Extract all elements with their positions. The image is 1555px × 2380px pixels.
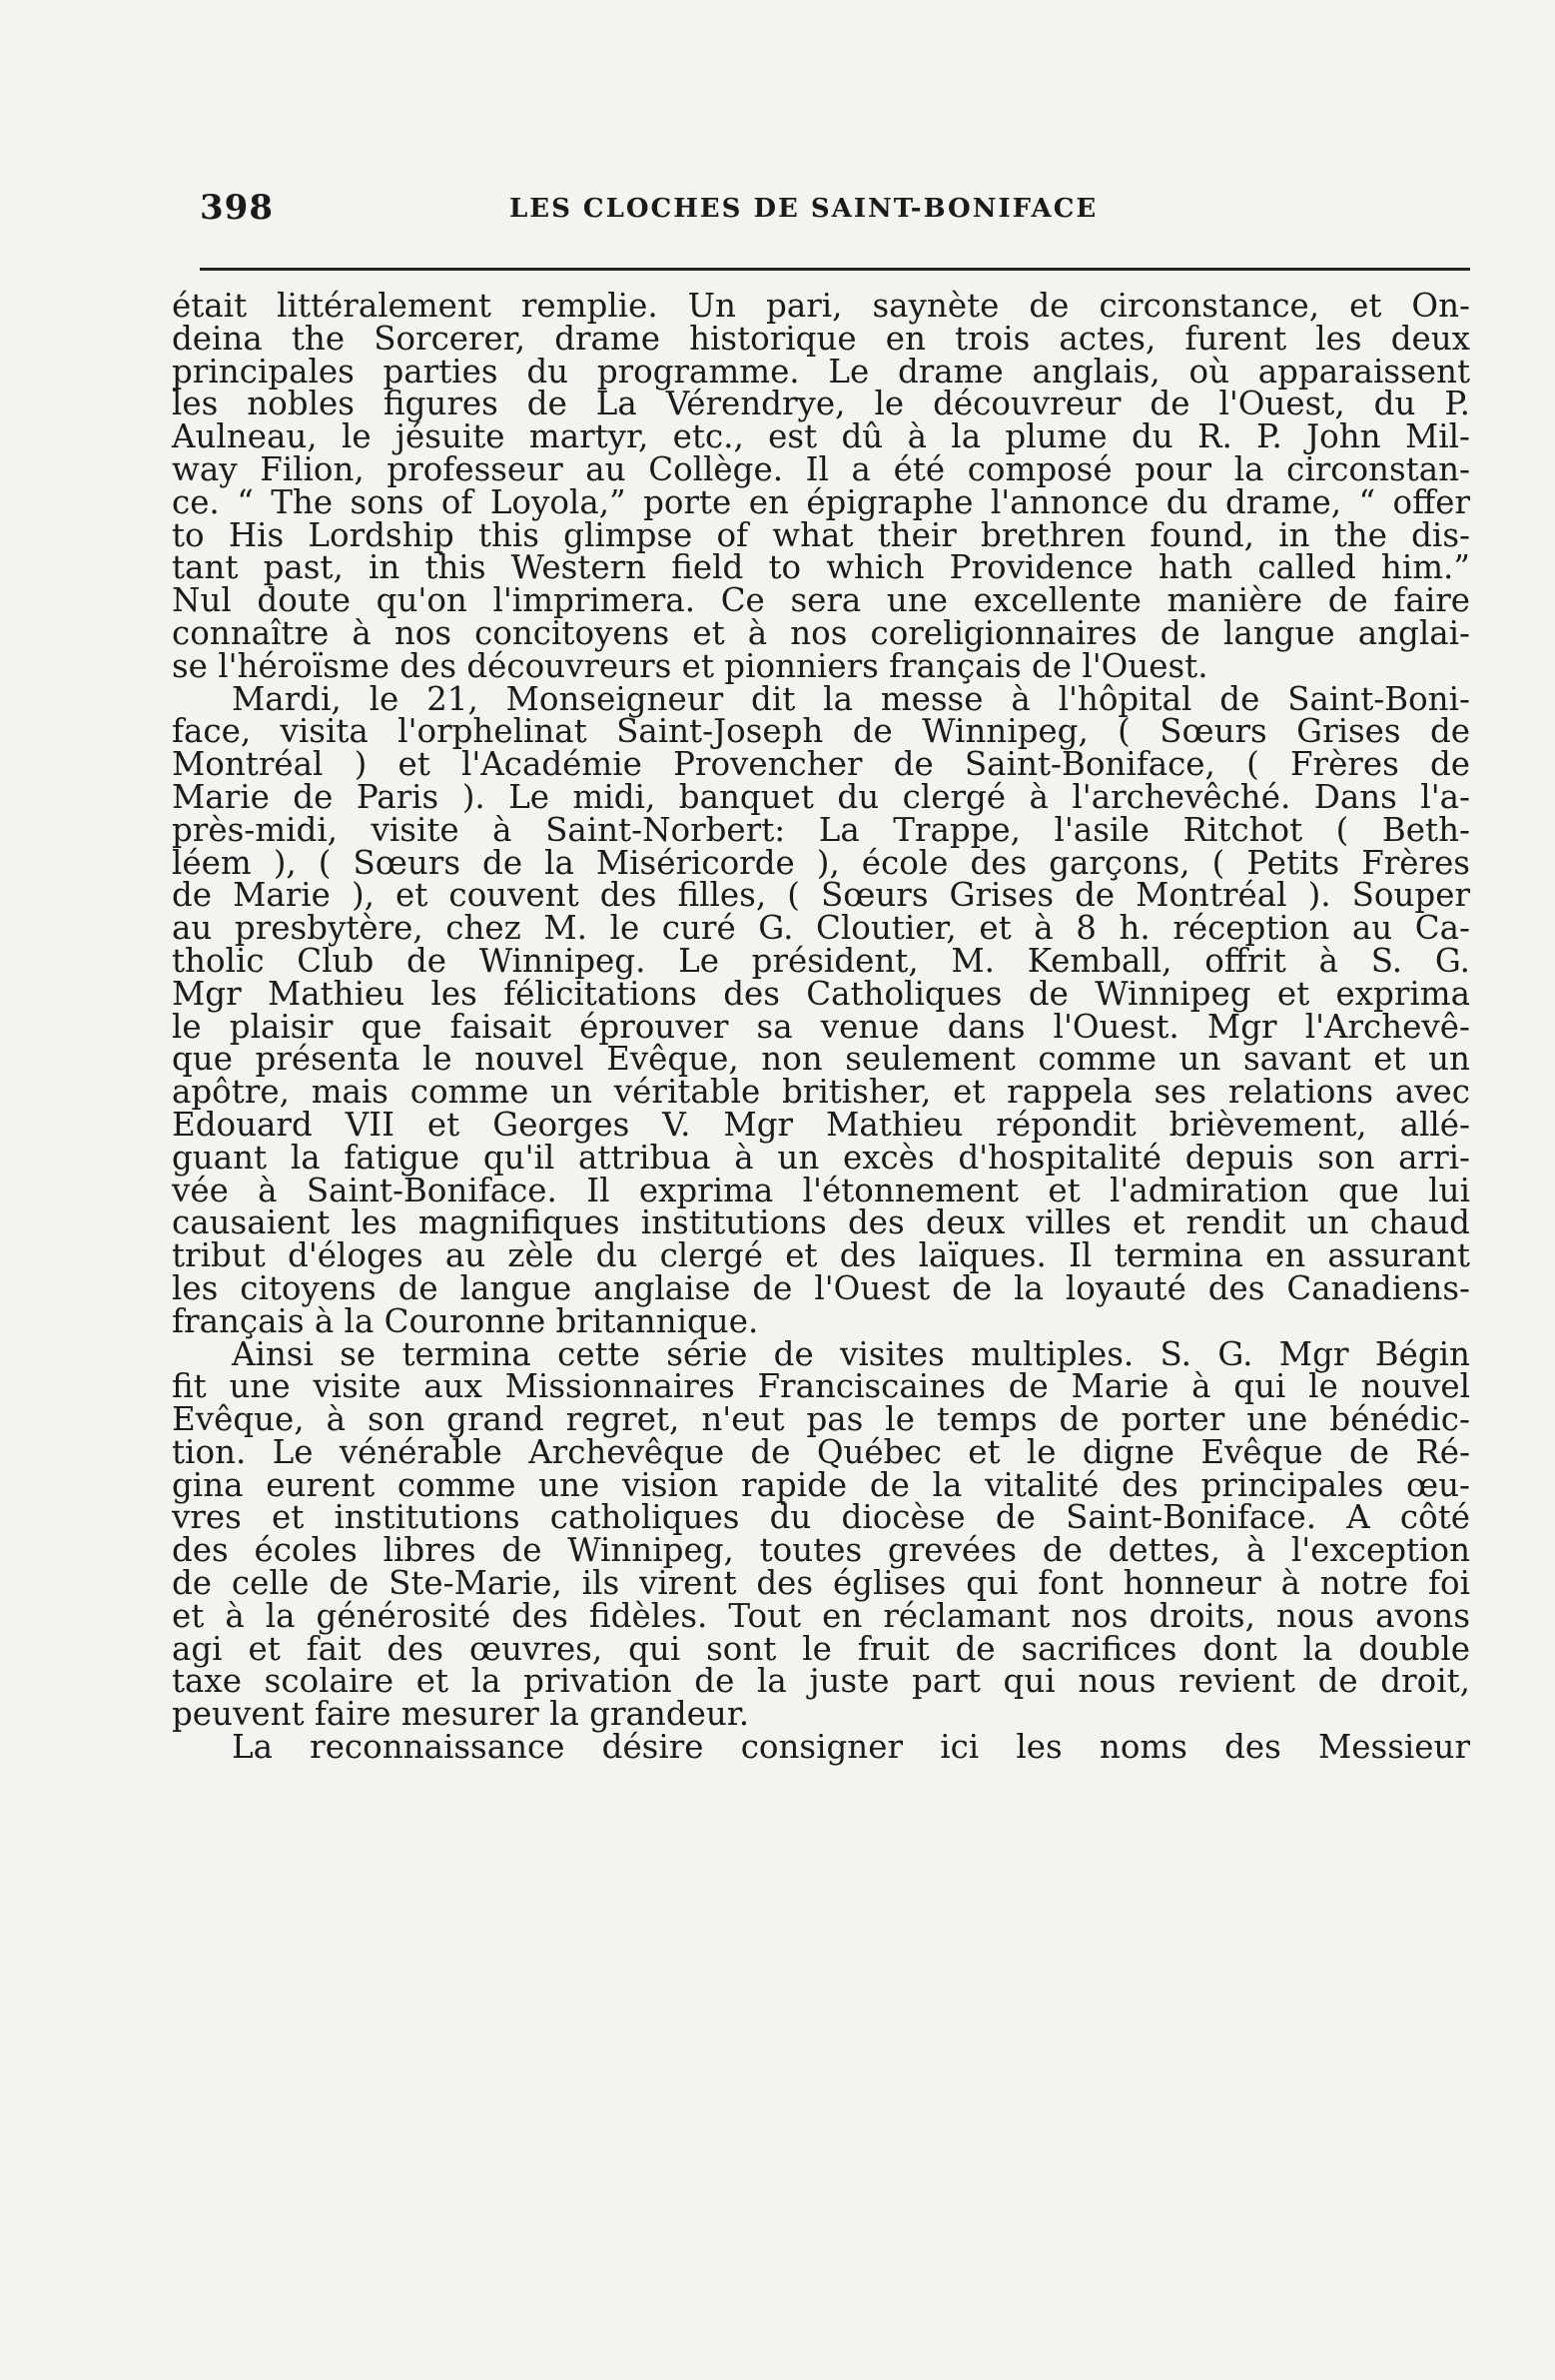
text-line: face, visita l'orphelinat Saint-Joseph de Winnipeg, ( Sœurs Grises de (172, 712, 1470, 751)
text-line: deina the Sorcerer, drame historique en trois actes, furent les deux (172, 319, 1470, 358)
text-line: des écoles libres de Winnipeg, toutes grevées de dettes, à l'exception (172, 1531, 1470, 1570)
text-line: Mgr Mathieu les félicitations des Catholiques de Winnipeg et exprima (172, 974, 1470, 1013)
running-title: LES CLOCHES DE SAINT-BONIFACE (509, 194, 1099, 224)
text-line: agi et fait des œuvres, qui sont le fruit de sacrifices dont la double (172, 1629, 1470, 1668)
text-line: tion. Le vénérable Archevêque de Québec et le digne Evêque de Ré- (172, 1432, 1470, 1471)
text-line: vres et institutions catholiques du diocèse de Saint-Boniface. A côté (172, 1498, 1470, 1537)
text-line: léem ), ( Sœurs de la Miséricorde ), école des garçons, ( Petits Frères (172, 843, 1470, 882)
text-line: to His Lordship this glimpse of what their brethren found, in the dis- (172, 515, 1470, 554)
text-line: La reconnaissance désire consigner ici les noms des Messieur (232, 1728, 1470, 1767)
text-line: apôtre, mais comme un véritable britisher, et rappela ses relations avec (172, 1073, 1470, 1112)
text-line: fit une visite aux Missionnaires Franciscaines de Marie à qui le nouvel (172, 1367, 1470, 1406)
text-line: ce. “ The sons of Loyola,” porte en épigraphe l'annonce du drame, “ offer (172, 482, 1470, 521)
text-line: de celle de Ste-Marie, ils virent des églises qui font honneur à notre foi (172, 1564, 1470, 1603)
text-line: les citoyens de langue anglaise de l'Ouest de la loyauté des Canadiens- (172, 1268, 1470, 1307)
text-line: taxe scolaire et la privation de la juste part qui nous revient de droit, (172, 1662, 1470, 1701)
text-line: guant la fatigue qu'il attribua à un excès d'hospitalité depuis son arri- (172, 1138, 1470, 1177)
text-line: Edouard VII et Georges V. Mgr Mathieu répondit brièvement, allé- (172, 1105, 1470, 1144)
text-line: français à la Couronne britannique. (172, 1301, 759, 1340)
text-line: les nobles figures de La Vérendrye, le découvreur de l'Ouest, du P. (172, 385, 1470, 423)
text-line: tribut d'éloges au zèle du clergé et des laïques. Il termina en assurant (172, 1236, 1470, 1275)
page-number: 398 (200, 188, 274, 228)
text-line: se l'héroïsme des découvreurs et pionniers français de l'Ouest. (172, 646, 1208, 685)
page-header (200, 188, 1468, 238)
text-line: que présenta le nouvel Evêque, non seulement comme un savant et un (172, 1040, 1470, 1079)
text-line: Mardi, le 21, Monseigneur dit la messe à l'hôpital de Saint-Boni- (232, 679, 1470, 718)
text-line: peuvent faire mesurer la grandeur. (172, 1695, 750, 1734)
text-line: au presbytère, chez M. le curé G. Cloutier, et à 8 h. réception au Ca- (172, 909, 1470, 948)
body-text (172, 287, 1470, 1767)
text-line: était littéralement remplie. Un pari, saynète de circonstance, et On- (172, 287, 1470, 325)
text-line: le plaisir que faisait éprouver sa venue dans l'Ouest. Mgr l'Archevê- (172, 1007, 1470, 1046)
text-line: vée à Saint-Boniface. Il exprima l'étonnement et l'admiration que lui (172, 1171, 1470, 1209)
text-line: gina eurent comme une vision rapide de la vitalité des principales œu- (172, 1465, 1470, 1504)
text-line: Evêque, à son grand regret, n'eut pas le temps de porter une bénédic- (172, 1400, 1470, 1439)
text-line: et à la générosité des fidèles. Tout en réclamant nos droits, nous avons (172, 1596, 1470, 1635)
text-line: Montréal ) et l'Académie Provencher de Saint-Boniface, ( Frères de (172, 745, 1470, 784)
text-line: tholic Club de Winnipeg. Le président, M. Kemball, offrit à S. G. (172, 941, 1470, 980)
text-line: connaître à nos concitoyens et à nos coreligionnaires de langue anglai- (172, 613, 1470, 652)
text-line: tant past, in this Western field to which Providence hath called him.” (172, 548, 1470, 587)
text-line: de Marie ), et couvent des filles, ( Sœurs Grises de Montréal ). Souper (172, 876, 1470, 915)
text-line: près-midi, visite à Saint-Norbert: La Trappe, l'asile Ritchot ( Beth- (172, 810, 1470, 849)
header-rule (200, 268, 1470, 271)
text-line: Aulneau, le jésuite martyr, etc., est dû à la plume du R. P. John Mil- (172, 417, 1470, 456)
text-line: Ainsi se termina cette série de visites multiples. S. G. Mgr Bégin (232, 1334, 1470, 1373)
text-line: principales parties du programme. Le drame anglais, où apparaissent (172, 352, 1470, 391)
text-line: way Filion, professeur au Collège. Il a été composé pour la circonstan- (172, 449, 1470, 488)
text-line: Nul doute qu'on l'imprimera. Ce sera une excellente manière de faire (172, 581, 1470, 620)
text-line: Marie de Paris ). Le midi, banquet du clergé à l'archevêché. Dans l'a- (172, 777, 1470, 816)
text-line: causaient les magnifiques institutions des deux villes et rendit un chaud (172, 1203, 1470, 1242)
